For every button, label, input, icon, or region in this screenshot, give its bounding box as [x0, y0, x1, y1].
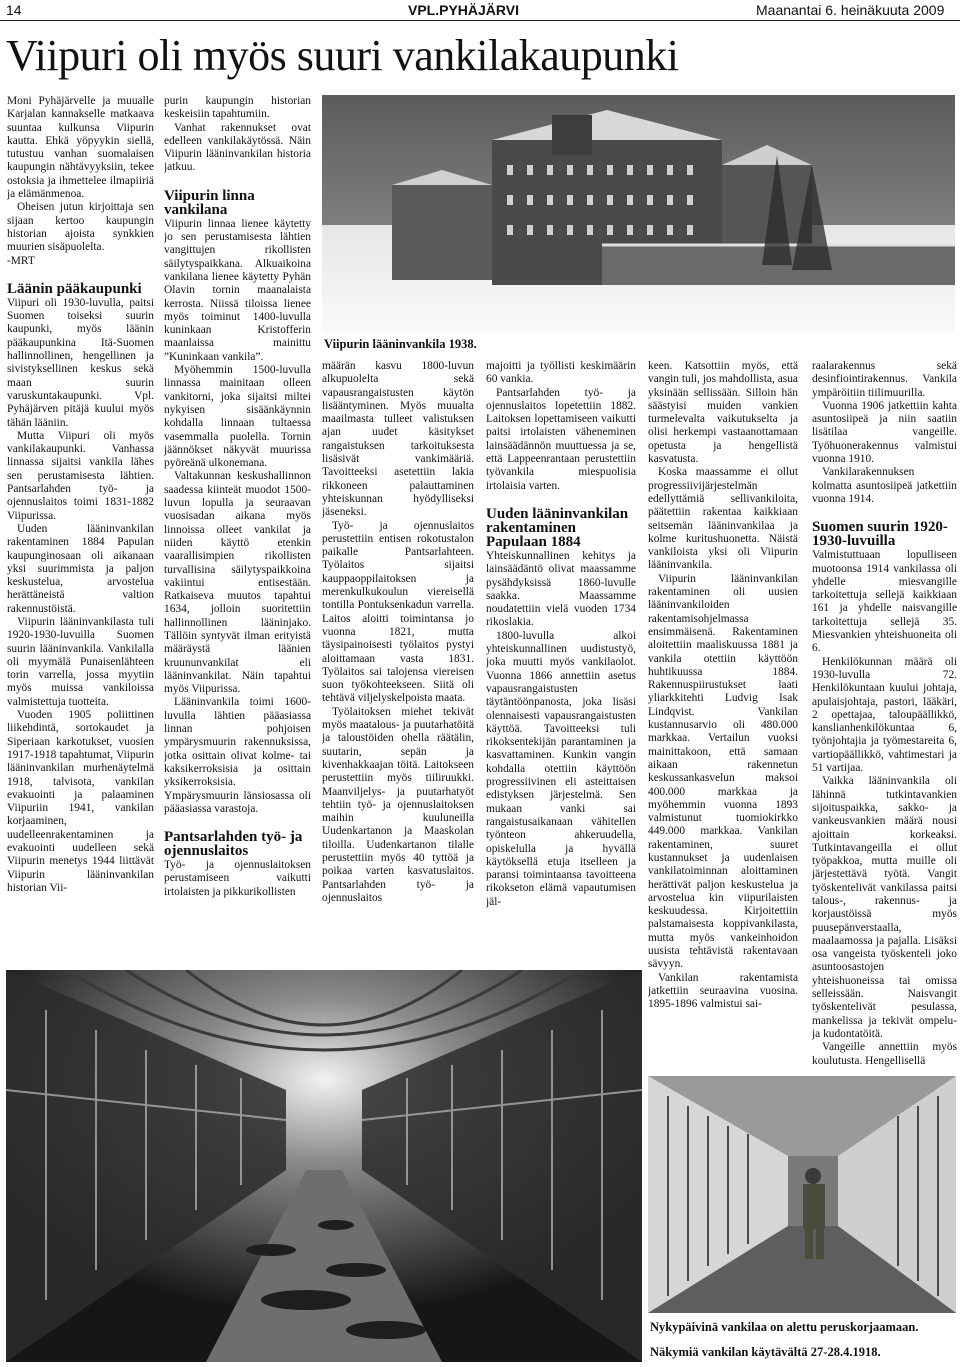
col4-paragraph-2: Pantsarlahden työ- ja ojennuslaitos lopetettiin 1882. Laitoksen lopettamiseen vaikutti paitsi irtolaisten väheneminen lainsäädännön muuttuessa ja se, että Lappeenrantaan perustettiin työvankila miespuolisia irtolaisia varten.	[486, 386, 636, 492]
col2-paragraph-3: Viipurin linnaa lienee käytetty jo sen perustamisesta lähtien vangittujen rikollisten säilytyspaikkana. Alkuaikoina vankilana lienee käytetty Pyhän Olavin tornin maanalaista kerrosta. Niissä tiloissa lienee myös toiminut 1400-luvulla kuninkaan Kristofferin maanlaissa mainittu ”Kuninkaan vankila”.	[164, 217, 311, 363]
col5-paragraph-2: Koska maassamme ei ollut progressiivijärjestelmän edellyttämiä sellivankiloita, päätettiin rakentaa kaikkiaan seitsemän lääninvankilaa ja kolme kuritushuonetta. Näistä vankiloista yksi oli Viipurin lääninvankila.	[648, 466, 798, 572]
column-3	[322, 360, 474, 965]
modern-photo-caption: Nykypäivinä vankilaa on alettu peruskorjaamaan.	[650, 1320, 919, 1334]
col2-paragraph-2: Vanhat rakennukset ovat edelleen vankilakäytössä. Näin Viipurin lääninvankilan historia jatkuu.	[164, 121, 311, 174]
heading-suomen-suurin: Suomen suurin 1920-1930-luvuilla	[812, 519, 948, 550]
col6-paragraph-6: Vaikka lääninvankila oli lähinnä tutkintavankien sijoituspaikka, sakko- ja vankeusvankien määrä nousi ajoittain korkeaksi. Tutkintavangeilla ei ollut työpakkoa, mutta muille oli järjestettävä työtä. Vangit työskentelivät vankilassa paitsi talous-, rakennus- ja korjaustöissä myös puusepänverstaalla, maalaamossa ja pajalla. Lisäksi osa vangeista työskenteli joko asuntoosastojen yhteishuoneissa tai omissa selleissään. Naisvangit työskentelivät pesulassa, mankelissa ja tekivät ompelu- ja kudontatöitä.	[812, 775, 957, 1040]
col2-paragraph-1: purin kaupungin historian keskeisiin tapahtumiin.	[164, 95, 311, 121]
col6-paragraph-3: Vankilarakennuksen kolmatta asuntosiipeä jatkettiin vuonna 1914.	[812, 466, 957, 505]
col1-paragraph-4: Viipurin lääninvankilasta tuli 1920-1930-luvuilla Suomen suurin lääninvankila. Vankilalla oli myymälä Punaisenlähteen torin varrella, jossa myytiin myös muissa vankiloissa valmistettuja tuotteita.	[7, 615, 154, 708]
col6-paragraph-2: Vuonna 1906 jatkettiin kahta asuntosiipeä ja niin saatiin lisätilaa vangeille. Työhuonerakennus valmistui vuonna 1910.	[812, 399, 957, 466]
col3-paragraph-2: Työ- ja ojennuslaitos perustettiin entisen rokotustalon paikalle Pantsarlahteen. Työlaitos sijaitsi kauppaoppilaitoksen ja merenkulkukoulun viereisellä tontilla Pontuksenkadun varrella. Laitos aloitti toimintansa jo vuonna 1821, mutta täysipainoisesti työlaitos pystyi aloittamaan vasta 1831. Työlaitos sai talojensa viereisen suon työkohteekseen. Siitä oli tehtävä viljelyskelpoista maata.	[322, 519, 474, 705]
column-5	[648, 360, 798, 1068]
col5-paragraph-3: Viipurin lääninvankilan rakentaminen oli uusien lääninvankiloiden rakentamisohjelmassa ensimmäisenä. Rakentaminen aloitettiin maaliskuussa 1881 ja vankila otettiin käyttöön huhtikuussa 1884. Rakennuspiirustukset laati yliarkkitehti Ludvig Isak Lindqvist. Vankilan kustannusarvio oli 480.000 markkaa. Vertailun vuoksi mainittakoon, että samaan aikaan rakennetun keskussankasvelun maksoi 400.000 markkaa ja myöhemmin vuonna 1893 valmistunut tuomiokirkko 449.000 markkaa. Vankilan rakentaminen, suuret kustannukset ja uudenlaisen vankilatoiminnan aloittaminen herättivät paljon keskustelua ja arvostelua kin viipurilaisten keskuudessa. Kirjoitettiin palstamaisesta koppivankilasta, mutta myös vankeinhoidon uusista tehtävistä rakentavaan sävyyn.	[648, 572, 798, 971]
col2-paragraph-4: Myöhemmin 1500-luvulla linnassa mainitaan olleen vankitorni, joka sijaitsi miltei nykyisen sisäänkäynnin kohdalla linnaan tultaessa vasemmalla puolella. Tornin jäännökset näkyvät muurissa pyöreänä ulkonemana.	[164, 364, 311, 470]
modern-corridor-drawing	[648, 1076, 956, 1313]
col1-paragraph-2: Mutta Viipuri oli myös vankilakaupunki. Vanhassa linnassa sijaitsi vankila lähes sen perustamisesta lähtien. Pantsarlahden työ- ja ojennuslaitos toimi 1831-1882 Viipurissa.	[7, 429, 154, 522]
col6-paragraph-4: Valmistuttuaan lopulliseen muotoonsa 1914 vankilassa oli yhdelle miesvangille tarkoitettuja sellejä kaikkiaan 161 ja yhdelle naisvangille tarkoitettuja sellejä 35. Miesvankien yhteishuoneita oli 6.	[812, 549, 957, 655]
header-rule	[0, 20, 960, 21]
col5-paragraph-1: keen. Katsottiin myös, että vangin tuli, jos mahdollista, asua yksinään sellissään. Silloin hän säästyisi muiden vankien turmelevalta vaikutukselta ja olisi herkempi vastaanottamaan opetusta ja hengellistä kasvatusta.	[648, 360, 798, 466]
heading-pantsarlahden-tyo: Pantsarlahden työ- ja ojennuslaitos	[164, 829, 303, 860]
section-name: VPL.PYHÄJÄRVI	[408, 2, 519, 18]
prison-photo-1938	[322, 95, 955, 333]
top-photo-caption: Viipurin lääninvankila 1938.	[324, 337, 477, 351]
col4-paragraph-1: majoitti ja työllisti keskimäärin 60 vankia.	[486, 360, 636, 386]
modern-corridor-photo	[648, 1076, 956, 1313]
col4-paragraph-4: 1800-luvulla alkoi yhteiskunnallinen uudistustyö, joka muutti myös vankilaolot. Vuonna 1866 annettiin asetus vapausrangaistusten täytäntöönpanosta, joka lisäsi olennaisesti vapausrangaistusten käyttöä. Tavoitteeksi tuli rikoksentekijän parantaminen ja kasvattaminen. Kunkin vangin kohdalla otettiin käyttöön progressiivinen eli asteittaisen edistyksen järjestelmä. Sen mukaan vanki sai rangaistusaikanaan vähitellen työnteon ahkeruudella, opiskelulla ja hyvällä käytöksellä etuja itselleen ja paransi toimintaansa tavoitteena rikokseton elämä vapautumisen jäl-	[486, 629, 636, 908]
column-4	[486, 360, 636, 965]
col6-paragraph-1: raalarakennus sekä desinfiointirakennus. Vankila ympäröitiin tiilimuurilla.	[812, 360, 957, 399]
col6-paragraph-7: Vangeille annettiin myös koulutusta. Hengellisellä	[812, 1041, 957, 1067]
col6-paragraph-5: Henkilökunnan määrä oli 1930-luvulla 72. Henkilökuntaan kuului johtaja, apulaisjohtaja, pastori, lääkäri, 2 opettajaa, taloupäällikkö, kanslianhenkilökuntaa 6, työnjohtajia ja työmestareita 6, vartiopäällikkö, vahtimestari ja 51 vartijaa.	[812, 655, 957, 775]
col1-paragraph-5: Vuoden 1905 poliittinen liikehdintä, sortokaudet ja Siperiaan karkotukset, vuosien 1917-1918 tapahtumat, Viipurin lääninvankilan murhenäytelmä 1918, talvisota, vankilan evakuointi ja palaaminen Viipuriin 1941, vankilan korjaaminen, uudelleenrakentaminen ja evakuointi uudelleen sekä Viipurin menetys 1944 liittävät Viipurin lääninvankilan historian Vii-	[7, 709, 154, 894]
corridor-photo-1918	[6, 970, 642, 1362]
col4-paragraph-3: Yhteiskunnallinen kehitys ja lainsäädäntö olivat maassamme pysähdyksissä 1860-luvulle saakka. Maassamme noudatettiin vielä vuoden 1734 rikoslakia.	[486, 549, 636, 629]
col2-paragraph-6: Lääninvankila toimi 1600-luvulla lähtien pääasiassa linnan pohjoisen ympärysmuurin rakennuksissa, jotka osittain olivat kolme- tai kaksikerroksisia ja osittain yksikerroksisia. Ympärysmuurin länsiosassa oli pääasiassa varastoja.	[164, 696, 311, 815]
col1-paragraph-1: Viipuri oli 1930-luvulla, paitsi Suomen toiseksi suurin kaupunki, myös läänin pääkaupunkina Itä-Suomen hallinnollinen, hengellinen ja sivistyksellinen keskus sekä maan suurin varuskuntakaupunki. Vpl. Pyhäjärven pitäjä kuului myös tähän lääniin.	[7, 296, 154, 429]
col2-paragraph-5: Valtakunnan keskushallinnon saadessa kiinteät muodot 1500-luvun lopulla ja seuraavan vuosisadan aikana myös linnoissa olleet vankilat ja niiden käyttö etenkin vaarallisimpien rikollisten turvallisina säilytyspaikkoina vakiintui entisestään. Ratkaiseva muutos tapahtui 1634, jolloin suoritettiin hallinnollinen lääninjako. Tällöin syntyvät ilman erityistä määräystä läänien kruununvankilat eli lääninvankilat. Näin tapahtui myös Viipurissa.	[164, 470, 311, 696]
heading-uuden-laaninvankilan: Uuden lääninvankilan rakentaminen Papulaan 1884	[486, 505, 629, 550]
corridor-photo-caption: Näkymiä vankilan käytävältä 27-28.4.1918.	[650, 1345, 881, 1359]
heading-laanin-paakaupunki: Läänin pääkaupunki	[7, 280, 142, 297]
col1-paragraph-3: Uuden lääninvankilan rakentaminen 1884 Papulan kaupunginosaan oli aikanaan yksi suurimmista ja paljon keskustelua, arvostelua herättäneistä valtion rakennustöistä.	[7, 522, 154, 615]
column-2	[164, 95, 311, 965]
issue-date: Maanantai 6. heinäkuuta 2009	[756, 2, 945, 18]
ingress-paragraph-2: Oheisen jutun kirjoittaja sen sijaan kertoo kaupungin historian ajoista synkkien muurien sisäpuolelta.	[7, 201, 154, 254]
col2-paragraph-7: Työ- ja ojennuslaitoksen perustamiseen vaikutti irtolaisten ja pikkurikollisten	[164, 859, 311, 898]
ingress-paragraph-1: Moni Pyhäjärvelle ja muualle Karjalan kannakselle matkaava suuntaa kulkunsa Viipurin kautta. Ehkä yöpyykin siellä, tutustuu vanhan suomalaisen kaupungin nähtävyyksiin, tekee ostoksia ja ihmettelee ilmapiiriä ja elämänmenoa.	[7, 95, 154, 201]
col3-paragraph-3: Työlaitoksen miehet tekivät myös maatalous- ja puutarhatöitä ja taloustöiden ohella räätälin, suutarin, sepän ja kivenhakkaajan töitä. Laitokseen perustettiin myös tiiliruukki. Maanviljelys- ja puutarhatyöt tehtiin työ- ja ojennuslaitoksen maihin kuuluneilla Uudenkartanon ja Maaskolan tiloilla. Uudenkartanon tilalle perustettiin myös 40 tyttöä ja poikaa varten kasvatuslaitos. Pantsarlahden työ- ja ojennuslaitos	[322, 705, 474, 904]
column-1	[7, 95, 154, 965]
heading-viipurin-linna-vankilana: Viipurin linna vankilana	[164, 187, 255, 218]
col3-paragraph-1: määrän kasvu 1800-luvun alkupuolelta sekä vapausrangaistusten käytön lisääntyminen. Myös muualta maailmasta tulleet valistuksen ajan uudet käsitykset rangaistuksen tarkoituksesta lisäsivät vankimääriä. Tavoitteeksi asetettiin lakia rikkoneen palauttaminen yhteiskunnan hyödylliseksi jäseneksi.	[322, 360, 474, 519]
ingress-author: -MRT	[7, 254, 35, 267]
col5-paragraph-4: Vankilan rakentamista jatkettiin seuraavina vuosina. 1895-1896 valmistui sai-	[648, 971, 798, 1011]
corridor-photo-drawing	[6, 970, 642, 1362]
article-title: Viipuri oli myös suuri vankilakaupunki	[6, 31, 679, 80]
page-number: 14	[6, 2, 22, 18]
prison-photo-drawing	[322, 95, 955, 333]
column-6	[812, 360, 957, 1068]
